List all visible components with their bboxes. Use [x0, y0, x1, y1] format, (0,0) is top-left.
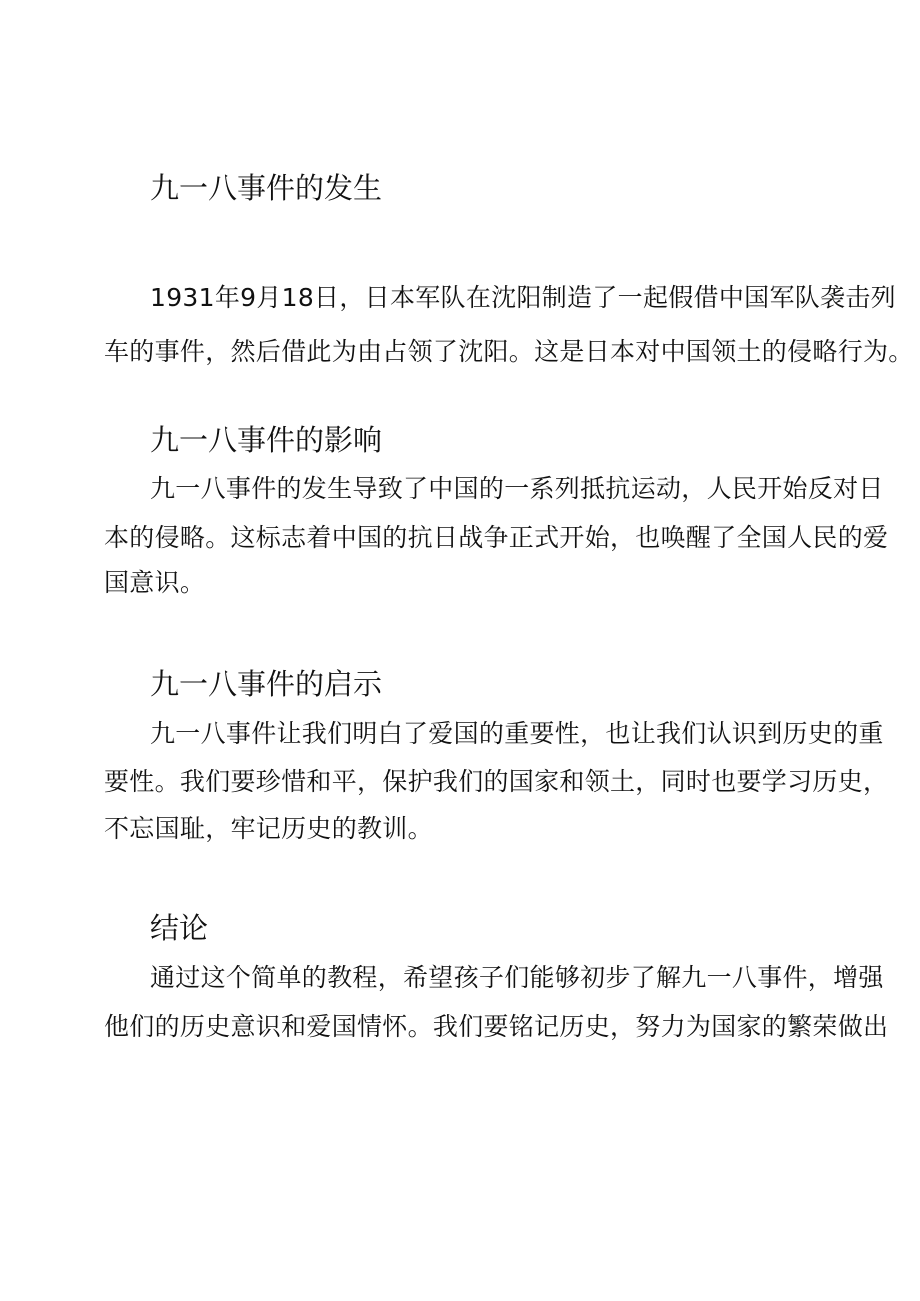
- paragraph-line: 要性。我们要珍惜和平，保护我们的国家和领土，同时也要学习历史，: [104, 767, 889, 796]
- section-heading-lessons: 九一八事件的启示: [150, 667, 383, 701]
- paragraph-line: 不忘国耻，牢记历史的教训。: [104, 814, 433, 843]
- paragraph-line: 通过这个简单的教程，希望孩子们能够初步了解九一八事件，增强: [150, 963, 884, 992]
- paragraph-line: 1931年9月18日，日本军队在沈阳制造了一起假借中国军队袭击列: [150, 283, 896, 312]
- paragraph-line: 他们的历史意识和爱国情怀。我们要铭记历史，努力为国家的繁荣做出: [104, 1012, 889, 1041]
- section-heading-conclusion: 结论: [150, 911, 209, 945]
- section-heading-occurrence: 九一八事件的发生: [150, 171, 383, 205]
- paragraph-line: 九一八事件的发生导致了中国的一系列抵抗运动，人民开始反对日: [150, 474, 884, 503]
- paragraph-line: 国意识。: [104, 568, 206, 597]
- paragraph-line: 本的侵略。这标志着中国的抗日战争正式开始，也唤醒了全国人民的爱: [104, 523, 889, 552]
- paragraph-line: 车的事件，然后借此为由占领了沈阳。这是日本对中国领土的侵略行为。: [104, 337, 914, 366]
- paragraph-line: 九一八事件让我们明白了爱国的重要性，也让我们认识到历史的重: [150, 719, 884, 748]
- section-heading-impact: 九一八事件的影响: [150, 423, 383, 457]
